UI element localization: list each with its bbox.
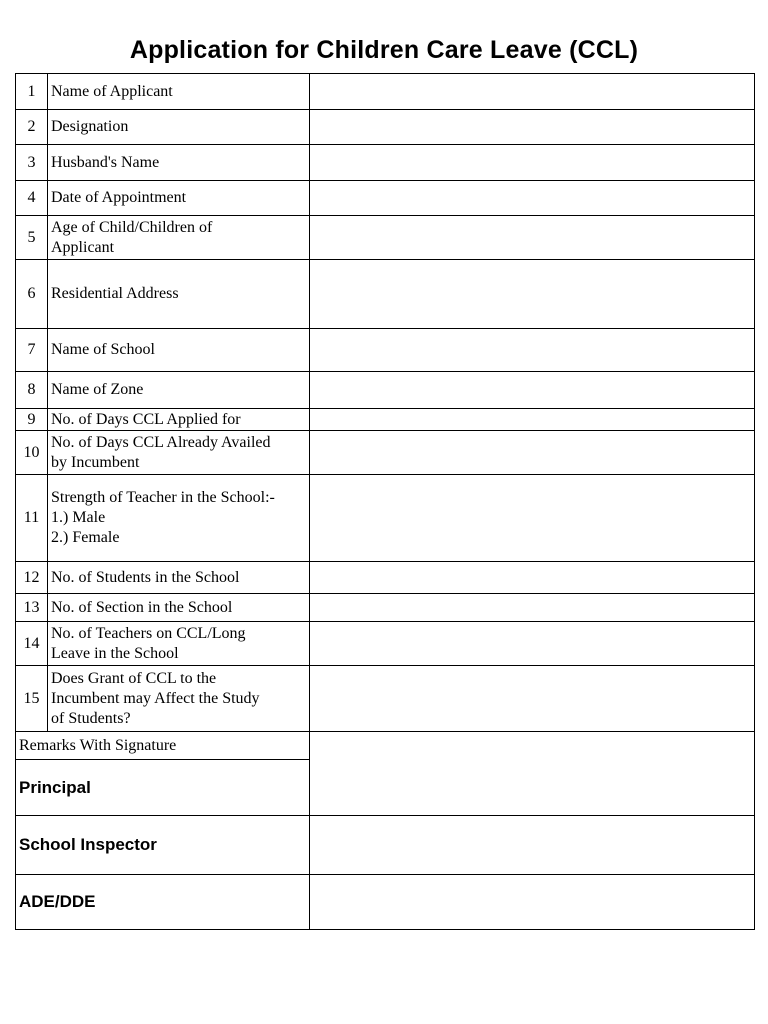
row-number: 9 bbox=[16, 409, 48, 431]
label-line: 1.) Male bbox=[51, 509, 106, 526]
form-row bbox=[16, 110, 755, 145]
form-row bbox=[16, 181, 755, 216]
row-label: No. of Section in the School bbox=[48, 594, 310, 622]
teachers-on-leave-field[interactable] bbox=[310, 622, 755, 666]
row-label: Name of Zone bbox=[48, 372, 310, 409]
row-label: Designation bbox=[48, 110, 310, 145]
form-row bbox=[16, 216, 755, 260]
row-label bbox=[48, 622, 310, 666]
row-label bbox=[48, 666, 310, 732]
label-line: 2.) Female bbox=[51, 529, 120, 546]
row-number: 1 bbox=[16, 74, 48, 110]
label-line: No. of Teachers on CCL/Long bbox=[51, 624, 246, 642]
child-age-field[interactable] bbox=[310, 216, 755, 260]
row-number: 6 bbox=[16, 260, 48, 329]
remarks-label: Remarks With Signature bbox=[16, 732, 310, 760]
row-number: 7 bbox=[16, 329, 48, 372]
students-count-field[interactable] bbox=[310, 562, 755, 594]
form-row bbox=[16, 409, 755, 431]
form-row bbox=[16, 260, 755, 329]
form-row bbox=[16, 666, 755, 732]
row-number: 14 bbox=[16, 622, 48, 666]
signature-row bbox=[16, 875, 755, 930]
remarks-row bbox=[16, 732, 755, 760]
form-row bbox=[16, 372, 755, 409]
row-label: Name of Applicant bbox=[48, 74, 310, 110]
row-number: 13 bbox=[16, 594, 48, 622]
school-inspector-label: School Inspector bbox=[16, 816, 310, 875]
husband-name-field[interactable] bbox=[310, 145, 755, 181]
form-row bbox=[16, 329, 755, 372]
row-number: 15 bbox=[16, 666, 48, 732]
row-label bbox=[48, 475, 310, 562]
row-number: 10 bbox=[16, 431, 48, 475]
applicant-name-field[interactable] bbox=[310, 74, 755, 110]
label-line: Does Grant of CCL to the bbox=[51, 669, 217, 687]
ade-dde-label: ADE/DDE bbox=[16, 875, 310, 930]
ccl-days-applied-field[interactable] bbox=[310, 409, 755, 431]
form-row bbox=[16, 594, 755, 622]
row-number: 3 bbox=[16, 145, 48, 181]
row-label: Date of Appointment bbox=[48, 181, 310, 216]
residential-address-field[interactable] bbox=[310, 260, 755, 329]
ccl-days-availed-field[interactable] bbox=[310, 431, 755, 475]
designation-field[interactable] bbox=[310, 110, 755, 145]
form-row bbox=[16, 622, 755, 666]
application-form-table bbox=[15, 73, 755, 930]
row-label: Name of School bbox=[48, 329, 310, 372]
label-line: Leave in the School bbox=[51, 644, 179, 662]
sections-count-field[interactable] bbox=[310, 594, 755, 622]
row-label: Residential Address bbox=[48, 260, 310, 329]
row-number: 8 bbox=[16, 372, 48, 409]
appointment-date-field[interactable] bbox=[310, 181, 755, 216]
study-impact-field[interactable] bbox=[310, 666, 755, 732]
row-label bbox=[48, 431, 310, 475]
form-title: Application for Children Care Leave (CCL) bbox=[129, 36, 639, 64]
label-line: by Incumbent bbox=[51, 453, 140, 471]
row-label: No. of Days CCL Applied for bbox=[48, 409, 310, 431]
row-number: 2 bbox=[16, 110, 48, 145]
row-label bbox=[48, 216, 310, 260]
form-row bbox=[16, 475, 755, 562]
school-inspector-signature-field[interactable] bbox=[310, 816, 755, 875]
label-line: No. of Days CCL Already Availed bbox=[51, 433, 271, 451]
label-line: Age of Child/Children of bbox=[51, 218, 213, 236]
school-name-field[interactable] bbox=[310, 329, 755, 372]
zone-name-field[interactable] bbox=[310, 372, 755, 409]
label-line: of Students? bbox=[51, 709, 131, 727]
row-label: Husband's Name bbox=[48, 145, 310, 181]
label-line: Incumbent may Affect the Study bbox=[51, 689, 260, 707]
form-row bbox=[16, 145, 755, 181]
row-number: 11 bbox=[16, 475, 48, 562]
label-line: Applicant bbox=[51, 238, 115, 256]
signature-row bbox=[16, 816, 755, 875]
principal-label: Principal bbox=[16, 760, 310, 816]
label-line: Strength of Teacher in the School:- bbox=[51, 489, 275, 506]
row-number: 5 bbox=[16, 216, 48, 260]
principal-signature-field[interactable] bbox=[310, 732, 755, 816]
row-number: 4 bbox=[16, 181, 48, 216]
form-row bbox=[16, 74, 755, 110]
ade-dde-signature-field[interactable] bbox=[310, 875, 755, 930]
row-label: No. of Students in the School bbox=[48, 562, 310, 594]
form-row bbox=[16, 562, 755, 594]
row-number: 12 bbox=[16, 562, 48, 594]
teacher-strength-field[interactable] bbox=[310, 475, 755, 562]
form-row bbox=[16, 431, 755, 475]
